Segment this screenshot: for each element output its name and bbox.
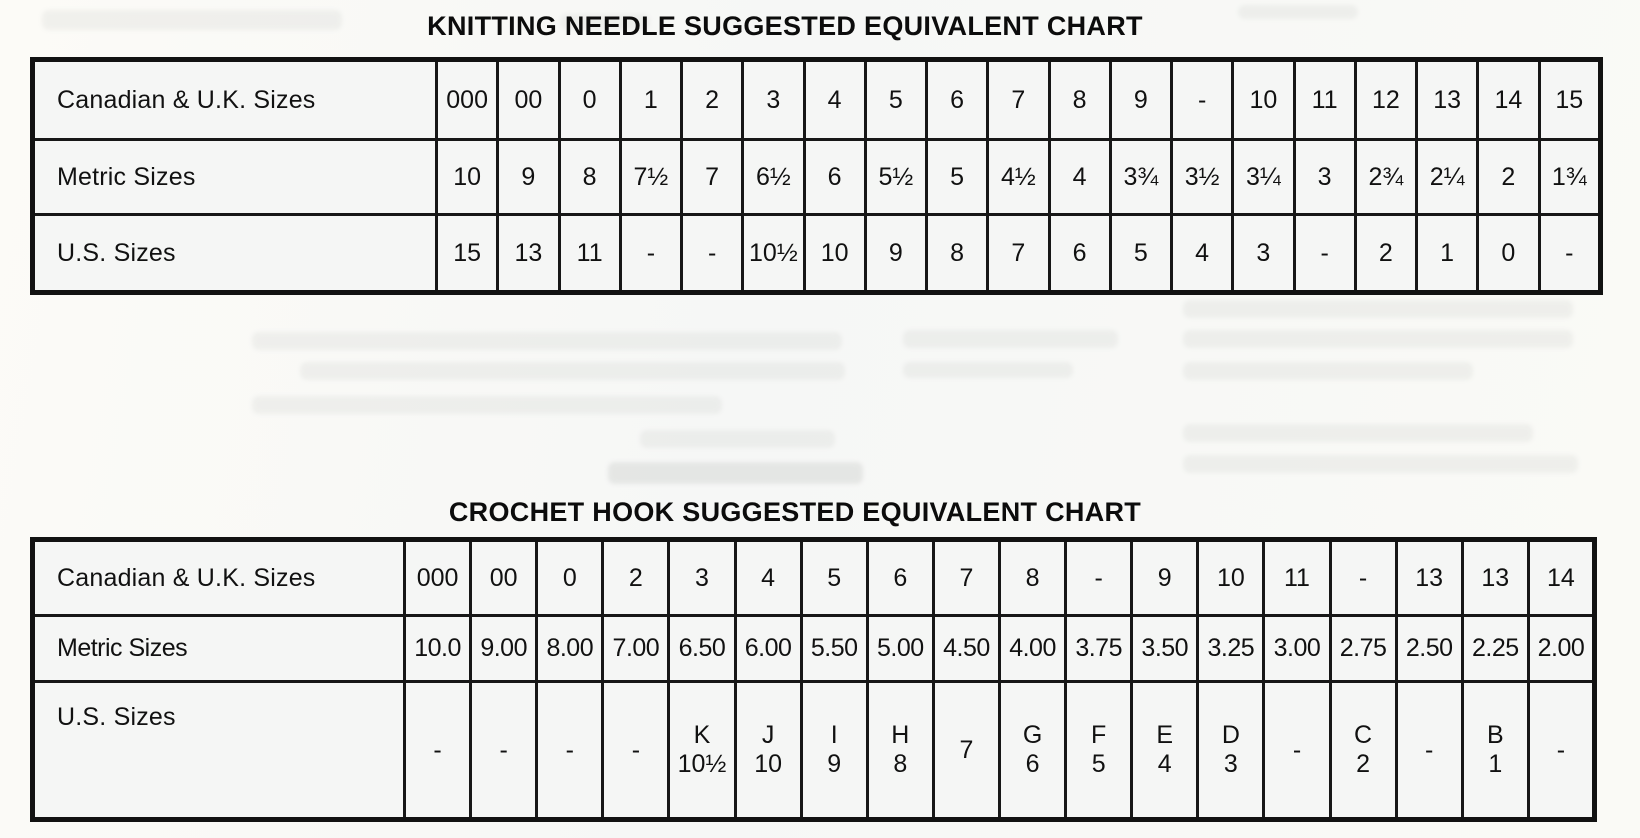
size-cell xyxy=(1066,682,1132,820)
scan-artifact xyxy=(640,430,835,448)
size-cell: 2¼ xyxy=(1417,140,1478,215)
size-cell: 11 xyxy=(559,215,620,293)
us-size-letter: J xyxy=(761,721,775,749)
row-label: Canadian & U.K. Sizes xyxy=(33,540,405,616)
size-cell: 13 xyxy=(498,215,559,293)
size-cell: 3½ xyxy=(1172,140,1233,215)
size-cell: 5 xyxy=(927,140,988,215)
us-size-number: 6 xyxy=(1025,750,1040,778)
scan-artifact xyxy=(1183,300,1573,318)
size-cell: 3.75 xyxy=(1066,616,1132,682)
size-cell xyxy=(735,682,801,820)
size-cell: 7 xyxy=(988,215,1049,293)
size-cell: 7 xyxy=(988,60,1049,140)
size-cell: 2.75 xyxy=(1330,616,1396,682)
us-size-number: - xyxy=(499,735,508,764)
scan-artifact xyxy=(1183,424,1533,442)
size-cell: 12 xyxy=(1355,60,1416,140)
size-cell: 6.00 xyxy=(735,616,801,682)
us-size-number: 5 xyxy=(1091,750,1106,778)
size-cell xyxy=(1132,682,1198,820)
size-cell: 6.50 xyxy=(669,616,735,682)
size-cell: 9 xyxy=(865,215,926,293)
size-cell: 14 xyxy=(1478,60,1539,140)
size-cell xyxy=(867,682,933,820)
size-cell: 3¼ xyxy=(1233,140,1294,215)
size-cell: 5½ xyxy=(865,140,926,215)
us-size-number: 4 xyxy=(1157,750,1172,778)
row-label: U.S. Sizes xyxy=(33,682,405,820)
size-cell xyxy=(1264,682,1330,820)
size-cell: 15 xyxy=(437,215,498,293)
size-cell: 4 xyxy=(735,540,801,616)
size-cell: 4.00 xyxy=(999,616,1065,682)
scan-artifact xyxy=(903,362,1073,378)
size-cell: 2.50 xyxy=(1396,616,1462,682)
size-cell: - xyxy=(1330,540,1396,616)
size-cell: 6 xyxy=(804,140,865,215)
size-cell xyxy=(1198,682,1264,820)
knitting-needle-table xyxy=(30,57,1603,295)
size-cell xyxy=(1462,682,1528,820)
size-cell: 7½ xyxy=(620,140,681,215)
size-cell: 6 xyxy=(927,60,988,140)
us-size-number: - xyxy=(565,735,574,764)
us-size-letter: I xyxy=(830,721,838,749)
size-cell: - xyxy=(1066,540,1132,616)
size-cell: 8 xyxy=(559,140,620,215)
us-size-letter: D xyxy=(1221,721,1240,749)
size-cell: 4½ xyxy=(988,140,1049,215)
size-cell xyxy=(933,682,999,820)
size-cell: 000 xyxy=(437,60,498,140)
us-size-number: - xyxy=(631,735,641,764)
size-cell: 4 xyxy=(1172,215,1233,293)
size-cell: 3¾ xyxy=(1110,140,1171,215)
size-cell: 13 xyxy=(1417,60,1478,140)
us-size-letter: E xyxy=(1156,721,1174,749)
size-cell: 0 xyxy=(537,540,603,616)
us-size-number: 2 xyxy=(1356,750,1371,778)
us-size-letter: G xyxy=(1022,721,1043,749)
size-cell: 3.50 xyxy=(1132,616,1198,682)
size-cell: 3 xyxy=(1294,140,1355,215)
size-cell: 8 xyxy=(1049,60,1110,140)
us-size-number: - xyxy=(1292,735,1302,764)
size-cell: 3.25 xyxy=(1198,616,1264,682)
size-cell: 6½ xyxy=(743,140,804,215)
row-label: Metric Sizes xyxy=(33,140,437,215)
size-cell: - xyxy=(1294,215,1355,293)
size-cell: 2 xyxy=(1478,140,1539,215)
size-cell: 5.50 xyxy=(801,616,867,682)
size-cell: 7.00 xyxy=(603,616,669,682)
size-cell: 10 xyxy=(1198,540,1264,616)
size-cell xyxy=(1330,682,1396,820)
size-cell: 2 xyxy=(1355,215,1416,293)
size-cell: 10½ xyxy=(743,215,804,293)
size-cell: 0 xyxy=(1478,215,1539,293)
us-size-number: 8 xyxy=(893,750,908,778)
us-size-number: 1 xyxy=(1488,750,1503,778)
size-cell: 2.00 xyxy=(1528,616,1594,682)
size-cell: - xyxy=(682,215,743,293)
size-cell: 3 xyxy=(743,60,804,140)
scan-artifact xyxy=(1183,330,1573,348)
size-cell: 000 xyxy=(405,540,471,616)
size-cell: 2.25 xyxy=(1462,616,1528,682)
size-cell xyxy=(603,682,669,820)
crochet-chart-title: CROCHET HOOK SUGGESTED EQUIVALENT CHART xyxy=(448,497,1142,527)
size-cell: 7 xyxy=(933,540,999,616)
size-cell: 8 xyxy=(927,215,988,293)
size-cell: 3 xyxy=(669,540,735,616)
size-cell: - xyxy=(1172,60,1233,140)
size-cell: 3 xyxy=(1233,215,1294,293)
size-cell: 3.00 xyxy=(1264,616,1330,682)
size-cell: 10.0 xyxy=(405,616,471,682)
scan-artifact xyxy=(252,396,722,414)
size-cell: 11 xyxy=(1264,540,1330,616)
us-size-letter: B xyxy=(1486,721,1504,749)
crochet-table-body xyxy=(33,540,1595,820)
size-cell: 5.00 xyxy=(867,616,933,682)
size-cell: 2¾ xyxy=(1355,140,1416,215)
row-label: U.S. Sizes xyxy=(33,215,437,293)
size-cell: 10 xyxy=(1233,60,1294,140)
size-cell: 14 xyxy=(1528,540,1594,616)
size-cell: 9 xyxy=(1132,540,1198,616)
size-cell: 7 xyxy=(682,140,743,215)
size-cell: 8.00 xyxy=(537,616,603,682)
size-cell: 4 xyxy=(804,60,865,140)
size-cell: 9 xyxy=(1110,60,1171,140)
size-cell: 5 xyxy=(865,60,926,140)
size-cell: 4.50 xyxy=(933,616,999,682)
size-cell xyxy=(405,682,471,820)
crochet-hook-table xyxy=(30,537,1597,822)
us-size-letter: C xyxy=(1354,721,1373,749)
size-cell: 00 xyxy=(471,540,537,616)
size-cell: 9.00 xyxy=(471,616,537,682)
scan-artifact xyxy=(300,362,845,380)
us-size-number: - xyxy=(1425,735,1434,764)
size-cell: 1¾ xyxy=(1539,140,1601,215)
size-cell xyxy=(537,682,603,820)
size-cell: 00 xyxy=(498,60,559,140)
scan-artifact xyxy=(1183,455,1578,473)
size-cell: 15 xyxy=(1539,60,1601,140)
us-size-number: 9 xyxy=(827,750,842,778)
scan-artifact xyxy=(608,462,863,484)
size-cell xyxy=(669,682,735,820)
knitting-table-body xyxy=(33,60,1601,293)
size-cell: 2 xyxy=(682,60,743,140)
size-cell: 6 xyxy=(1049,215,1110,293)
size-cell: 8 xyxy=(999,540,1065,616)
size-cell: - xyxy=(1539,215,1601,293)
row-label: Metric Sizes xyxy=(33,616,405,682)
size-cell: 1 xyxy=(1417,215,1478,293)
size-cell: 10 xyxy=(804,215,865,293)
size-cell: 13 xyxy=(1462,540,1528,616)
scan-artifact xyxy=(903,330,1118,348)
size-cell: 6 xyxy=(867,540,933,616)
size-cell xyxy=(471,682,537,820)
scan-artifact xyxy=(252,332,842,350)
size-cell: 10 xyxy=(437,140,498,215)
size-cell: 5 xyxy=(801,540,867,616)
us-size-number: - xyxy=(1556,735,1566,764)
us-size-letter: H xyxy=(891,721,910,749)
size-cell: 2 xyxy=(603,540,669,616)
size-cell: 11 xyxy=(1294,60,1355,140)
size-cell: - xyxy=(620,215,681,293)
us-size-number: 3 xyxy=(1223,750,1238,778)
size-cell xyxy=(1396,682,1462,820)
us-size-letter: K xyxy=(693,721,711,749)
size-cell: 13 xyxy=(1396,540,1462,616)
size-cell xyxy=(801,682,867,820)
size-cell: 4 xyxy=(1049,140,1110,215)
knitting-chart-title: KNITTING NEEDLE SUGGESTED EQUIVALENT CHART xyxy=(427,11,1143,41)
us-size-letter: F xyxy=(1091,721,1107,749)
scan-artifact xyxy=(1183,362,1473,380)
size-cell xyxy=(999,682,1065,820)
row-label: Canadian & U.K. Sizes xyxy=(33,60,437,140)
us-size-number: - xyxy=(433,735,442,764)
size-cell: 5 xyxy=(1110,215,1171,293)
size-cell: 9 xyxy=(498,140,559,215)
size-cell: 0 xyxy=(559,60,620,140)
us-size-number: 7 xyxy=(959,735,974,764)
size-cell: 1 xyxy=(620,60,681,140)
us-size-number: 10½ xyxy=(677,750,727,778)
us-size-number: 10 xyxy=(754,750,782,778)
size-cell xyxy=(1528,682,1594,820)
